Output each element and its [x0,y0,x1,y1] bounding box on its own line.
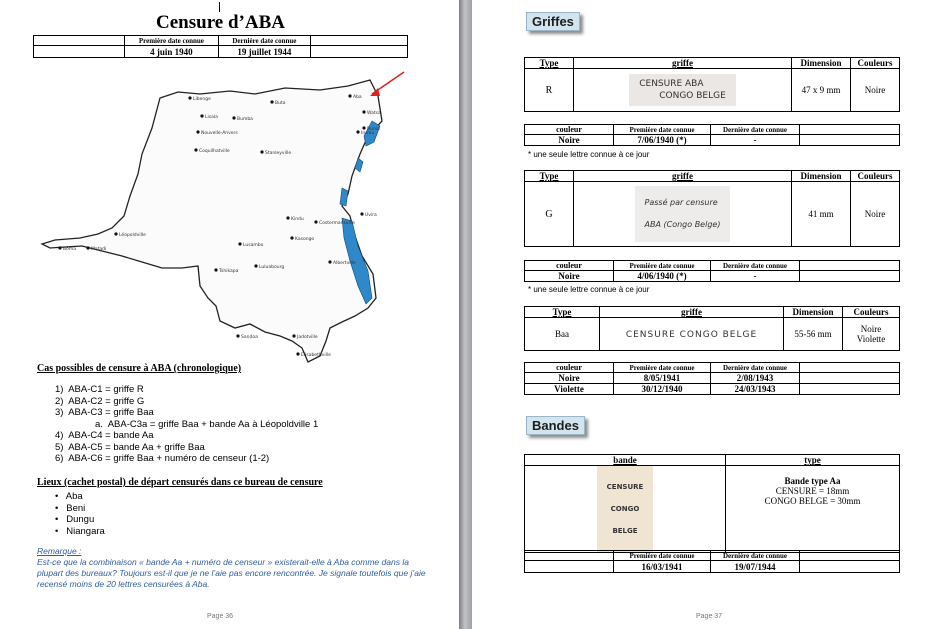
color-cell: Noire [525,135,614,146]
map-place-label: Stanleyville [265,151,292,156]
last-date-cell: - [711,135,800,146]
col-type: Type [525,307,600,318]
map-place-label: Matadi [91,247,107,252]
map-place-label: Lisala [205,115,218,120]
first-date-cell: 30/12/1940 [614,384,711,395]
col-type: Type [525,171,574,182]
page-number-right: Page 37 [696,613,723,620]
map-place-dot [254,264,257,267]
remark [37,546,432,590]
last-date-cell: 19/07/1944 [711,561,800,573]
bande-dates-table [524,550,900,573]
case-item-6: 6) ABA-C6 = griffe Baa + numéro de censeur (1-2) [55,453,270,464]
col-dimension: Dimension [792,171,851,182]
dates-table [33,35,408,58]
col-couleur: couleur [525,125,614,135]
col-last: Dernière date connue [711,551,800,561]
griffe-g-note: * une seule lettre connue à ce jour [528,285,650,294]
last-date-cell: 24/03/1943 [711,384,800,395]
remark-title: Remarque : [37,546,82,556]
griffe-colors: Noire [851,182,900,247]
case-item-2: 2) ABA-C2 = griffe G [55,395,145,407]
text-cursor [219,2,220,12]
griffe-baa-table [524,306,900,351]
col-bande-type: type [726,455,900,466]
griffe-colors: Noire Violette [843,318,900,351]
first-date-value: 4 juin 1940 [125,46,219,58]
griffe-dimension: 41 mm [792,182,851,247]
case-item-5: 5) ABA-C5 = bande Aa + griffe Baa [55,441,205,453]
col-dimension: Dimension [792,58,851,69]
case-item-3a: a. ABA-C3a = griffe Baa + bande Aa à Léopoldville 1 [95,418,319,430]
map-place-dot [314,220,317,223]
page-title: Censure d’ABA [156,12,285,33]
col-couleur: couleur [525,261,614,271]
map-place-label: Kindu [291,217,304,222]
map-place-label: Libenge [193,97,211,102]
map-place-dot [232,116,235,119]
griffe-baa-stamp: CENSURE CONGO BELGE [600,318,784,351]
map-place-dot [200,114,203,117]
map-place-dot [360,212,363,215]
griffe-baa-colors-table [524,362,900,395]
map-place-label: Nouvelle-Anvers [201,131,238,136]
map-place-dot [362,126,365,129]
color-cell: Violette [525,384,614,395]
map-place-dot [270,100,273,103]
map-place-label: Luluabourg [259,265,285,270]
place-item: • Aba [55,491,83,502]
map-place-dot [292,334,295,337]
map-place-label: Aba [353,95,362,100]
map-place-dot [296,352,299,355]
map-place-label: Kasongo [295,237,315,242]
map-place-dot [328,260,331,263]
last-date-cell: - [711,271,800,282]
col-first: Première date connue [614,125,711,135]
last-date-cell: 2/08/1943 [711,373,800,384]
col-couleur: couleur [525,363,614,373]
first-date-cell: 16/03/1941 [614,561,711,573]
map-place-label: Coquilhatville [199,149,230,154]
col-bande: bande [525,455,726,466]
map-place-label: Buta [275,101,286,106]
cases-list [55,384,318,465]
map-place-dot [236,334,239,337]
place-item: • Beni [55,502,86,514]
map-place-label: Léopoldville [119,233,146,238]
col-griffe: griffe [574,58,792,69]
congo-map [30,66,430,366]
remark-text: Est-ce que la combinaison « bande Aa + numéro de censeur » existerait-elle à Aba comme dans la plupart des bureaux? Toujours est-il que je ne l’aie pas encore rencontrée. Je signale toutefois que j’aie recensé moins de 20 lettres censurées à Aba. [37,557,426,589]
right-page [472,0,948,629]
map-place-dot [194,148,197,151]
first-date-cell: 8/05/1941 [614,373,711,384]
map-place-label: Bunia [367,127,380,132]
map-place-dot [114,232,117,235]
map-place-dot [58,246,61,249]
griffe-r-table [524,57,900,112]
bande-type-cell: Bande type Aa CENSURE = 18mm CONGO BELGE = 30mm [726,466,900,553]
griffe-g-colors-table [524,260,900,282]
col-last: Dernière date connue [711,363,800,373]
map-place-dot [86,246,89,249]
griffe-g-stamp: Passé par censure ABA (Congo Belge) [574,182,792,247]
col-couleurs: Couleurs [843,307,900,318]
griffe-r-stamp: CENSURE ABA CONGO BELGE [574,69,792,112]
first-date-header: Première date connue [125,36,219,46]
place-item: • Dungu [55,514,95,525]
map-place-label: Tshikapa [219,269,239,274]
col-griffe: griffe [574,171,792,182]
griffe-type: R [525,69,574,112]
case-item-4: 4) ABA-C4 = bande Aa [55,430,154,441]
places-heading: Lieux (cachet postal) de départ censurés dans ce bureau de censure [37,477,323,488]
map-place-dot [348,94,351,97]
last-date-header: Dernière date connue [218,36,310,46]
map-place-label: Costermansville [319,221,356,226]
griffe-r-note: * une seule lettre connue à ce jour [528,150,650,159]
map-place-dot [356,130,359,133]
bande-stamp-cell: CENSURE CONGO BELGE [525,466,726,553]
page-number-left: Page 36 [207,613,234,620]
map-place-label: Jadotville [297,335,318,340]
map-place-dot [188,96,191,99]
griffe-r-colors-table [524,124,900,146]
case-item-3: 3) ABA-C3 = griffe Baa [55,407,154,418]
griffe-type: Baa [525,318,600,351]
left-page [0,0,459,629]
col-type: Type [525,58,574,69]
col-couleurs: Couleurs [851,58,900,69]
map-place-label: Bumba [237,117,253,122]
col-first: Première date connue [614,363,711,373]
map-place-dot [362,110,365,113]
bandes-section-title: Bandes [526,416,585,435]
last-date-value: 19 juillet 1944 [218,46,310,58]
map-place-dot [286,216,289,219]
griffe-colors: Noire [851,69,900,112]
map-place-label: Elisabethville [301,353,331,358]
col-griffe: griffe [600,307,784,318]
map-place-label: Irumu [361,131,375,136]
griffe-dimension: 47 x 9 mm [792,69,851,112]
bande-table [524,454,900,553]
griffes-section-title: Griffes [526,12,580,31]
map-place-label: Sandoa [241,335,258,340]
cases-heading: Cas possibles de censure à ABA (chronologique) [37,363,242,374]
case-item-1: 1) ABA-C1 = griffe R [55,384,144,395]
page-gutter [459,0,472,629]
first-date-cell: 4/06/1940 (*) [614,271,711,282]
map-place-dot [196,130,199,133]
col-first: Première date connue [614,261,711,271]
griffe-g-table [524,170,900,247]
col-first: Première date connue [614,551,711,561]
map-place-label: Albertville [333,261,356,266]
map-place-dot [214,268,217,271]
places-list [55,491,105,537]
map-place-label: Boma [63,247,76,252]
color-cell: Noire [525,373,614,384]
map-place-dot [238,242,241,245]
griffe-type: G [525,182,574,247]
griffe-dimension: 55-56 mm [784,318,843,351]
col-last: Dernière date connue [711,125,800,135]
col-last: Dernière date connue [711,261,800,271]
map-place-label: Lusambo [243,243,264,248]
map-place-dot [260,150,263,153]
place-item: • Niangara [55,525,105,537]
map-place-label: Watsa [367,111,381,116]
map-place-dot [290,236,293,239]
map-place-label: Uvira [365,213,377,218]
col-dimension: Dimension [784,307,843,318]
color-cell: Noire [525,271,614,282]
col-couleurs: Couleurs [851,171,900,182]
first-date-cell: 7/06/1940 (*) [614,135,711,146]
